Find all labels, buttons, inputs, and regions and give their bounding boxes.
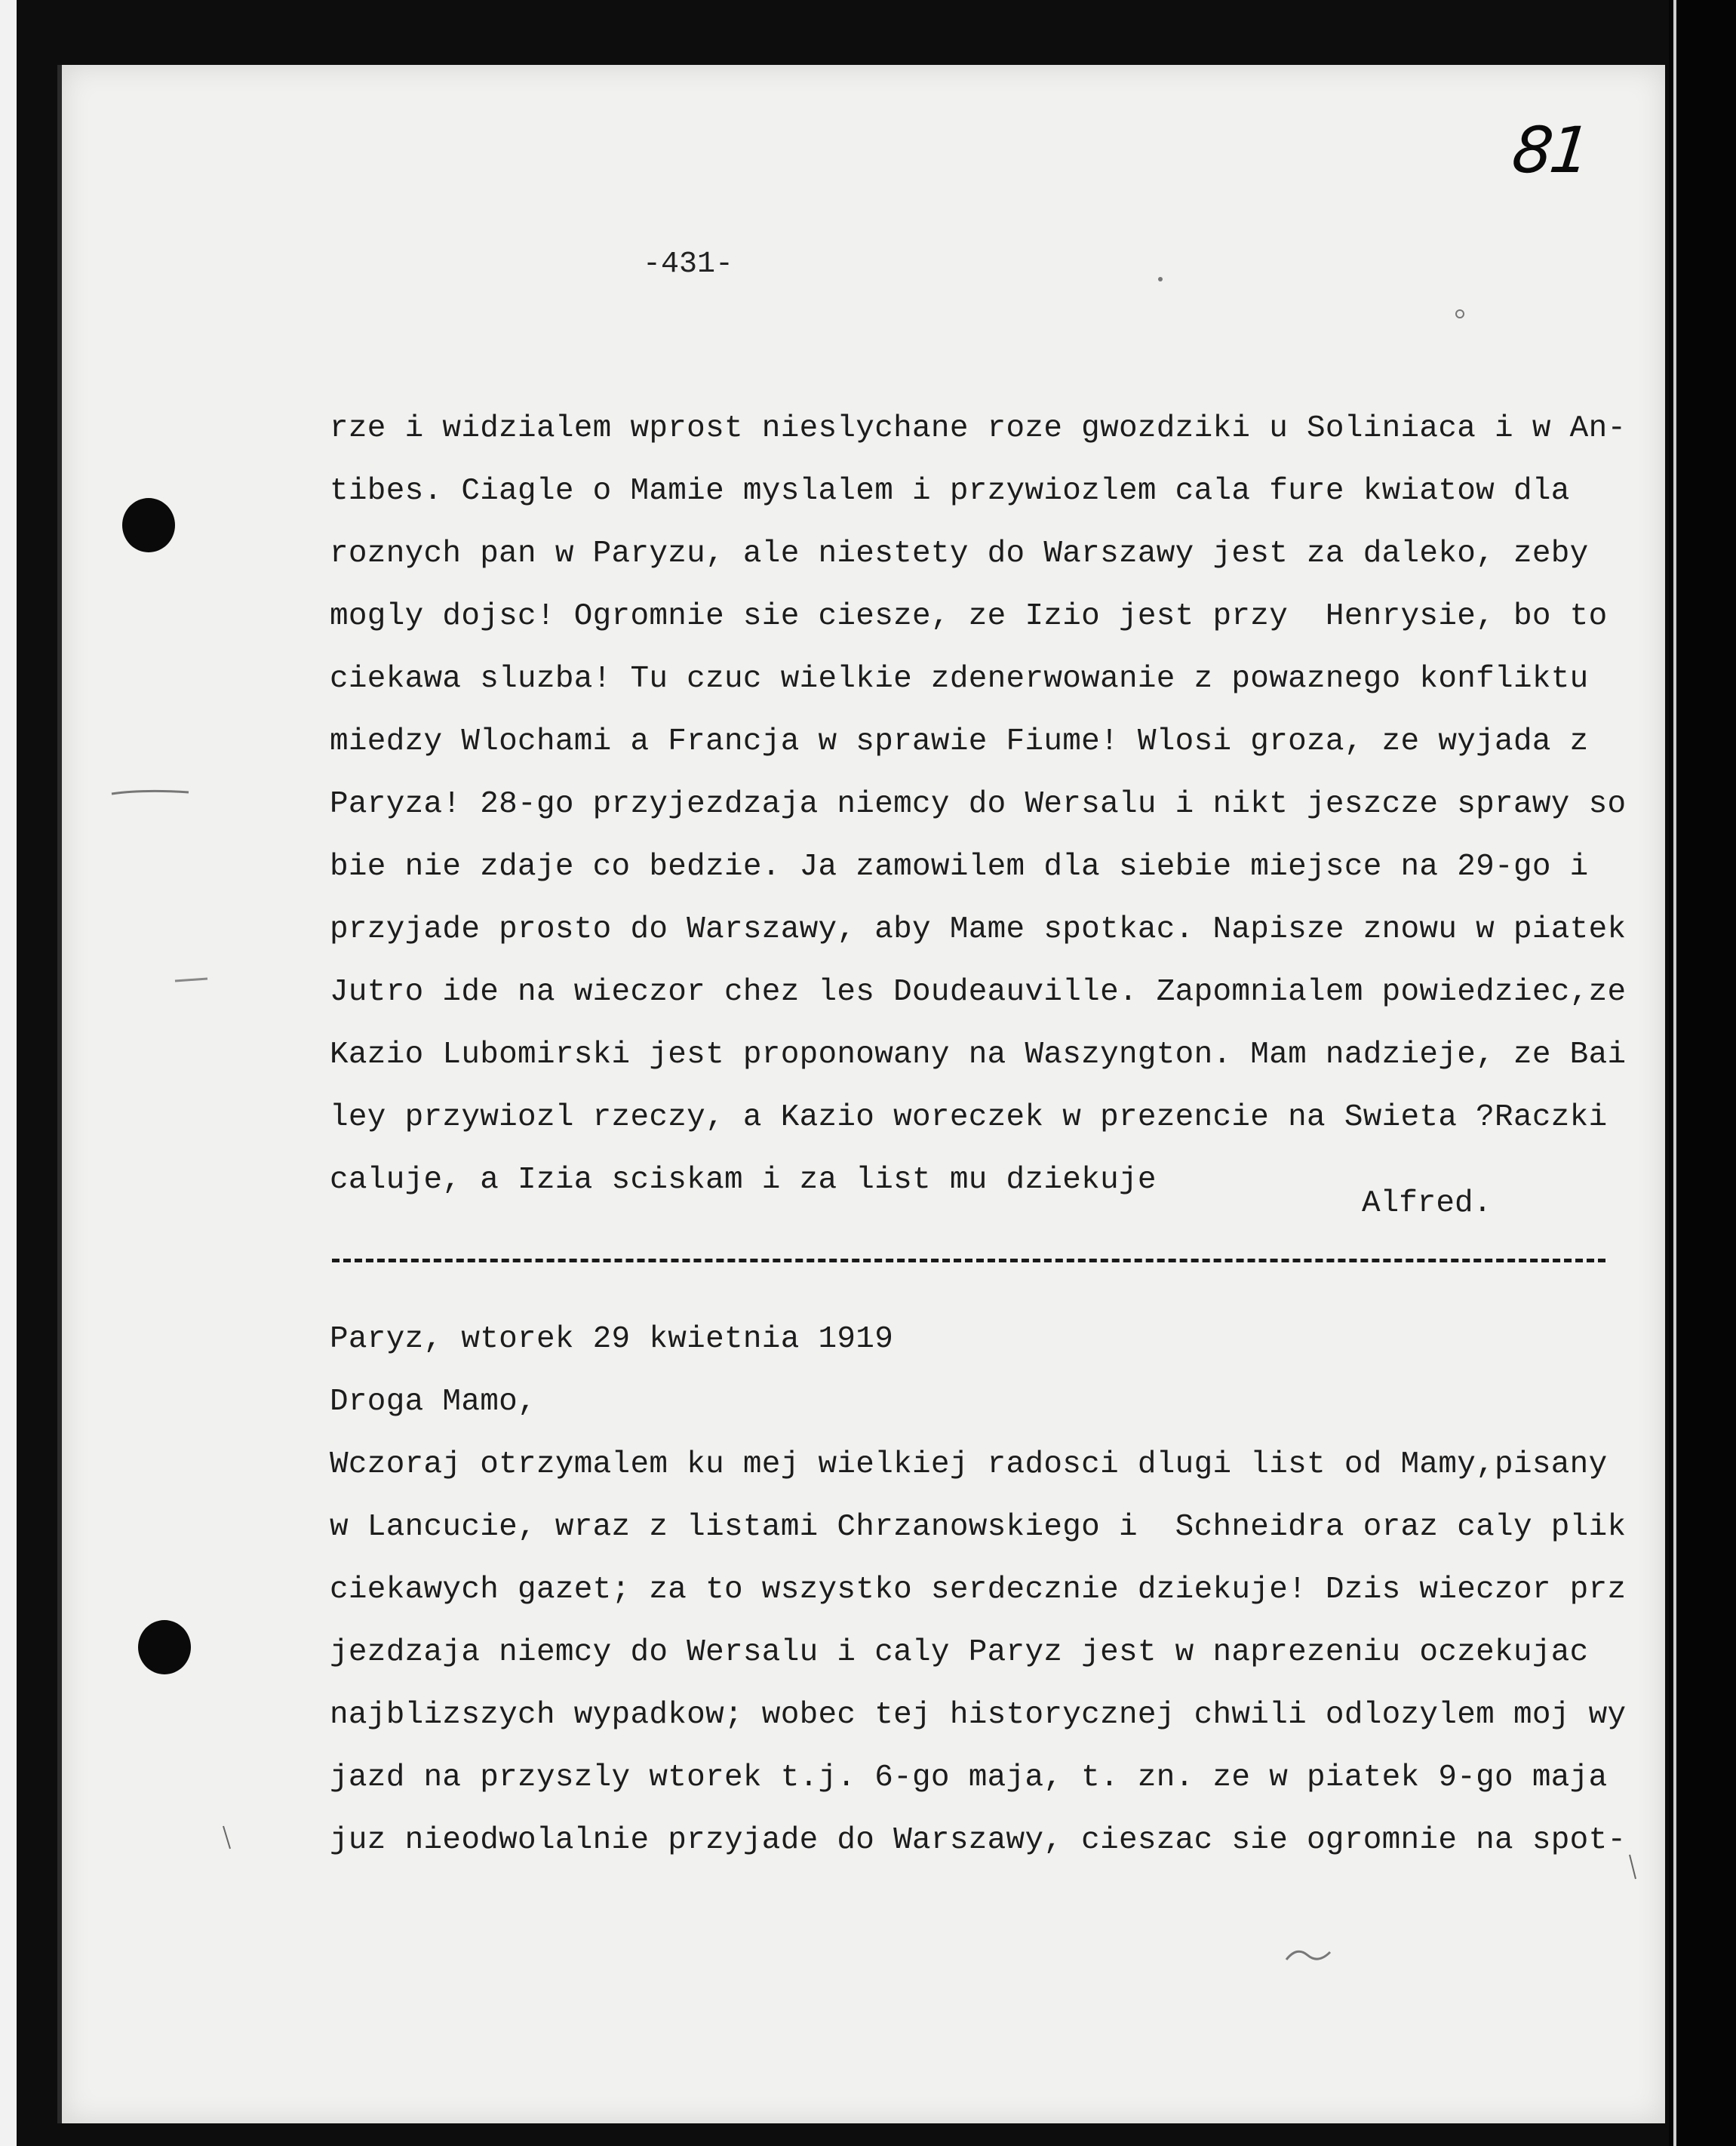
text-line: jazd na przyszly wtorek t.j. 6-go maja, t. zn. ze w piatek 9-go maja [330,1760,1608,1795]
text-line: roznych pan w Paryzu, ale niestety do Warszawy jest za daleko, zeby [330,536,1589,571]
folio-number: 81 [1508,113,1592,187]
text-line: Wczoraj otrzymalem ku mej wielkiej radosci dlugi list od Mamy,pisany [330,1447,1608,1482]
dashed-separator [332,1259,1605,1262]
film-edge-right [1669,0,1736,2146]
page-number: -431- [643,247,734,281]
document-page [57,65,1665,2123]
place-date: Paryz, wtorek 29 kwietnia 1919 [330,1322,894,1357]
text-line: przyjade prosto do Warszawy, aby Mame spotkac. Napisze znowu w piatek [330,912,1627,947]
text-line: ciekawych gazet; za to wszystko serdecznie dziekuje! Dzis wieczor prz [330,1573,1627,1607]
text-line: bie nie zdaje co bedzie. Ja zamowilem dla siebie miejsce na 29-go i [330,850,1589,884]
film-edge-line [1673,0,1676,2146]
text-line: caluje, a Izia sciskam i za list mu dziekuje [330,1163,1157,1198]
text-line: mogly dojsc! Ogromnie sie ciesze, ze Izio jest przy Henrysie, bo to [330,599,1608,634]
text-line: tibes. Ciagle o Mamie myslalem i przywiozlem cala fure kwiatow dla [330,474,1570,509]
punch-hole-top [122,498,175,552]
text-line: ley przywiozl rzeczy, a Kazio woreczek w prezencie na Swieta ?Raczki [330,1100,1608,1135]
text-line: Paryza! 28-go przyjezdzaja niemcy do Wersalu i nikt jeszcze sprawy so [330,787,1627,822]
punch-hole-bottom [138,1620,191,1674]
salutation: Droga Mamo, [330,1385,536,1419]
signature: Alfred. [1362,1186,1492,1221]
text-line: w Lancucie, wraz z listami Chrzanowskiego i Schneidra oraz caly plik [330,1510,1627,1545]
text-line: najblizszych wypadkow; wobec tej historycznej chwili odlozylem moj wy [330,1698,1627,1732]
text-line: miedzy Wlochami a Francja w sprawie Fiume! Wlosi groza, ze wyjada z [330,724,1589,759]
text-line: Kazio Lubomirski jest proponowany na Waszyngton. Mam nadzieje, ze Bai [330,1038,1627,1072]
text-line: rze i widzialem wprost nieslychane roze gwozdziki u Soliniaca i w An- [330,411,1627,446]
text-line: ciekawa sluzba! Tu czuc wielkie zdenerwowanie z powaznego konfliktu [330,662,1589,696]
film-edge-left [0,0,17,2146]
text-line: jezdzaja niemcy do Wersalu i caly Paryz jest w naprezeniu oczekujac [330,1635,1589,1670]
text-line: Jutro ide na wieczor chez les Doudeauville. Zapomnialem powiedziec,ze [330,975,1627,1010]
text-line: juz nieodwolalnie przyjade do Warszawy, cieszac sie ogromnie na spot- [330,1823,1627,1858]
